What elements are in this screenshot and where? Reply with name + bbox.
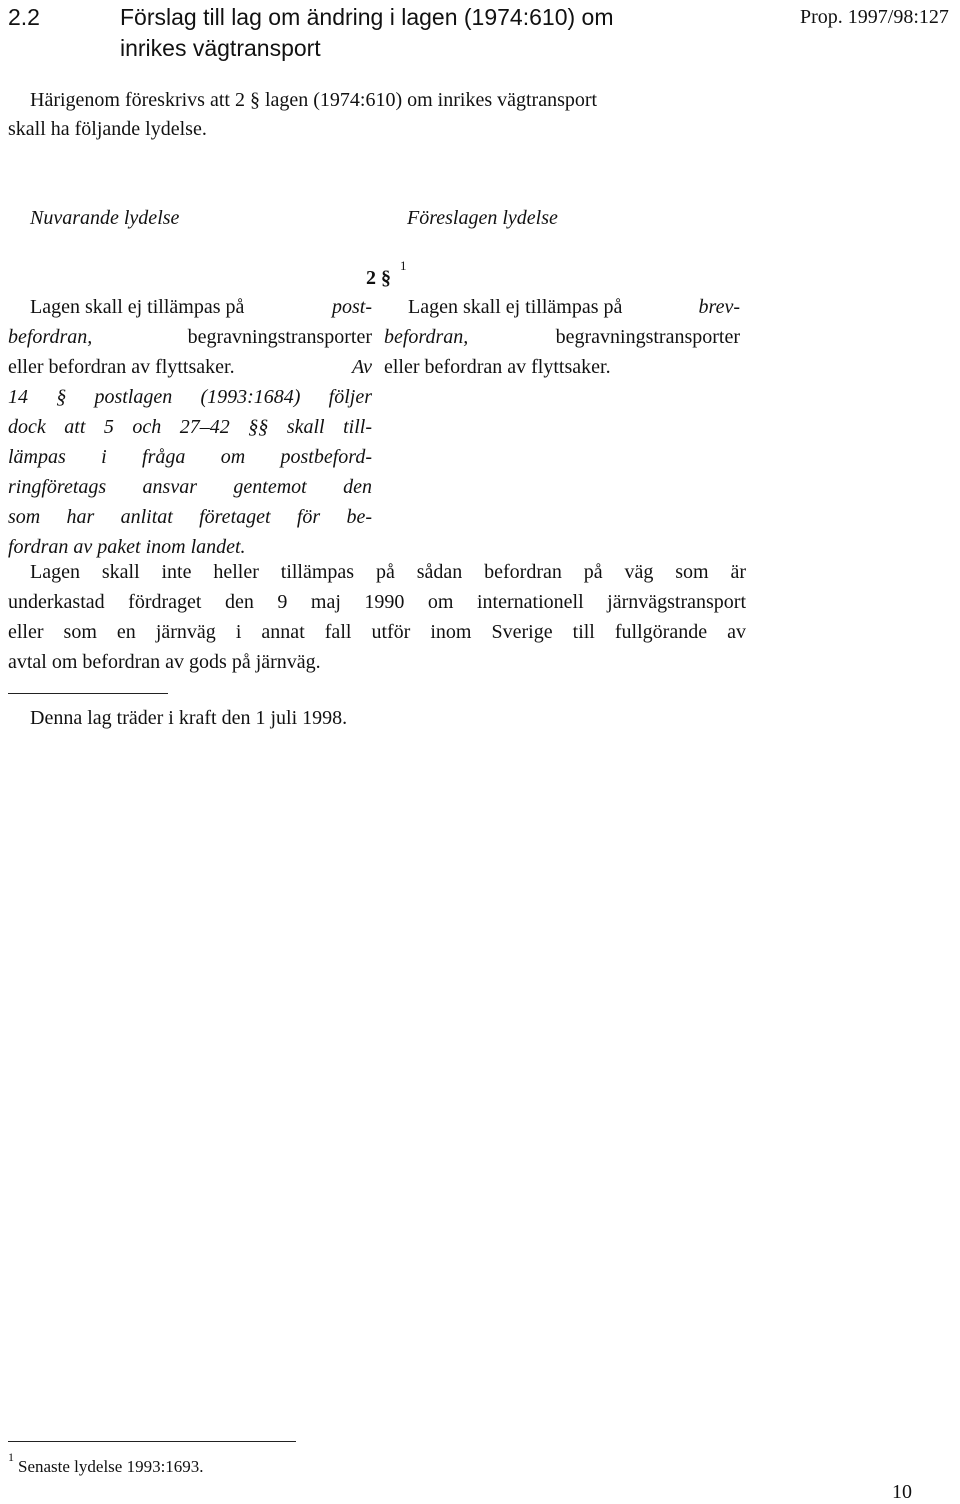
left-text-line: dock att 5 och 27–42 §§ skall till- xyxy=(8,416,372,438)
left-text-line: Lagen skall ej tillämpas på xyxy=(30,296,245,318)
left-text-line: som har anlitat företaget för be- xyxy=(8,506,372,528)
intro-line-1: Härigenom föreskrivs att 2 § lagen (1974:610) om inrikes vägtransport xyxy=(30,89,598,111)
section-title-line-1: Förslag till lag om ändring i lagen (1974:610) om xyxy=(120,4,614,30)
commencement-text: Denna lag träder i kraft den 1 juli 1998. xyxy=(30,707,348,729)
left-text-line: 14 § postlagen (1993:1684) följer xyxy=(8,386,372,408)
second-paragraph xyxy=(8,557,746,677)
left-text-line: Av xyxy=(352,356,372,378)
page-number: 10 xyxy=(892,1481,912,1503)
running-head: Prop. 1997/98:127 xyxy=(800,6,949,28)
footnote-number: 1 xyxy=(8,1450,14,1464)
right-column-heading: Föreslagen lydelse xyxy=(407,207,558,229)
section-title-line-2: inrikes vägtransport xyxy=(120,35,321,61)
left-column-heading: Nuvarande lydelse xyxy=(30,207,180,229)
paragraph-number: 2 § xyxy=(366,267,391,289)
left-text-line: post- xyxy=(332,296,372,318)
left-text-line: begravningstransporter xyxy=(187,326,372,348)
left-text-line: fordran av paket inom landet. xyxy=(8,536,246,558)
section-number: 2.2 xyxy=(8,4,40,30)
paragraph-line: eller som en järnväg i annat fall utför inom Sverige till fullgörande av xyxy=(8,621,746,643)
left-text-line: eller befordran av flyttsaker. xyxy=(8,356,235,378)
left-text-line: lämpas i fråga om postbeford- xyxy=(8,446,372,468)
paragraph-line: avtal om befordran av gods på järnväg. xyxy=(8,651,321,673)
left-column-text xyxy=(8,292,372,562)
paragraph-line: Lagen skall inte heller tillämpas på sådan befordran på väg som är xyxy=(30,561,746,583)
intro-line-2: skall ha följande lydelse. xyxy=(8,118,207,140)
footnote-text: Senaste lydelse 1993:1693. xyxy=(18,1457,204,1476)
footnote-rule xyxy=(8,1441,296,1442)
right-text-line: Lagen skall ej tillämpas på xyxy=(408,296,623,318)
right-column-text xyxy=(384,292,740,382)
right-text-line: begravningstransporter xyxy=(555,326,740,348)
paragraph-line: underkastad fördraget den 9 maj 1990 om internationell järnvägstransport xyxy=(8,591,746,613)
right-text-line: brev- xyxy=(698,296,740,318)
right-text-line: befordran, xyxy=(384,326,469,348)
left-text-line: befordran, xyxy=(8,326,93,348)
left-text-line: ringföretags ansvar gentemot den xyxy=(8,476,372,498)
separator-rule xyxy=(8,693,168,694)
footnote-reference: 1 xyxy=(400,258,407,273)
right-text-line: eller befordran av flyttsaker. xyxy=(384,356,611,378)
